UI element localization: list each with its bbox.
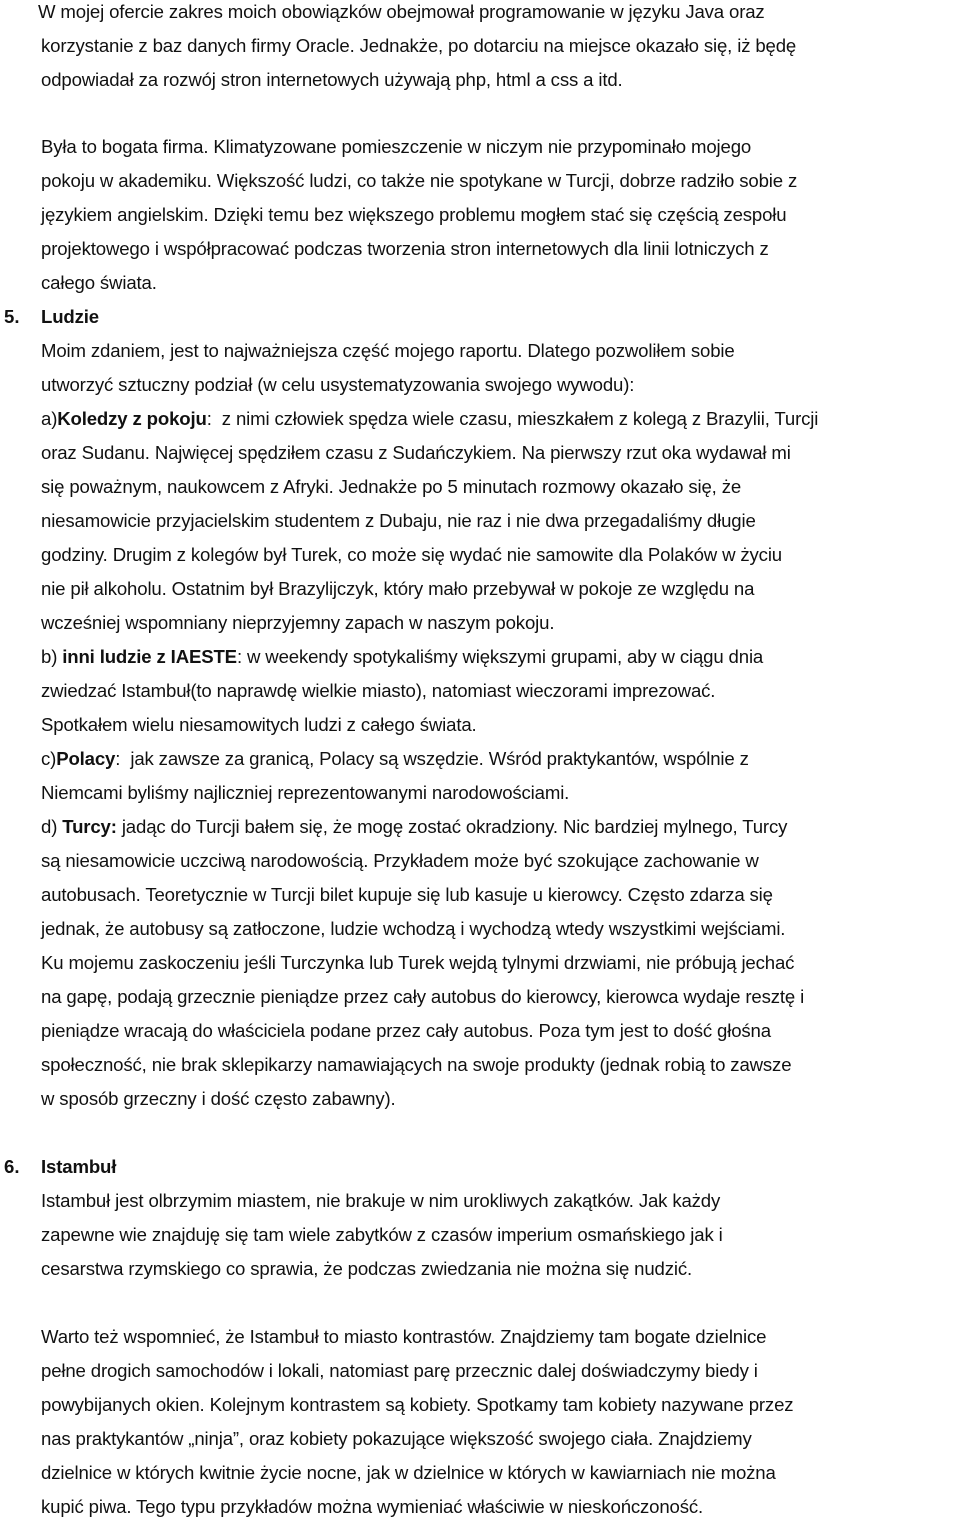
paragraph-line: w sposób grzeczny i dość często zabawny). xyxy=(41,1088,396,1109)
paragraph-line: pieniądze wracają do właściciela podane przez cały autobus. Poza tym jest to dość głośna xyxy=(41,1020,771,1041)
section-heading xyxy=(41,306,99,328)
list-term: Koledzy z pokoju xyxy=(57,408,207,429)
list-marker: d) xyxy=(41,816,63,837)
paragraph-line: na gapę, podają grzecznie pieniądze przez cały autobus do kierowcy, kierowca wydaje resztę i xyxy=(41,986,805,1007)
paragraph-line: kupić piwa. Tego typu przykładów można wymieniać właściwie w nieskończoność. xyxy=(41,1496,704,1517)
paragraph-line: Moim zdaniem, jest to najważniejsza część mojego raportu. Dlatego pozwoliłem sobie xyxy=(41,340,735,361)
paragraph-line: nas praktykantów „ninja”, oraz kobiety pokazujące większość swojego ciała. Znajdziemy xyxy=(41,1428,752,1449)
paragraph-line: językiem angielskim. Dzięki temu bez większego problemu mogłem stać się częścią zespołu xyxy=(41,204,787,225)
paragraph-line: utworzyć sztuczny podział (w celu usystematyzowania swojego wywodu): xyxy=(41,374,635,395)
paragraph-line: jednak, że autobusy są zatłoczone, ludzie wchodzą i wychodzą wtedy wszystkimi wejściami. xyxy=(41,918,786,939)
list-term: Turcy: xyxy=(62,816,117,837)
paragraph-line: całego świata. xyxy=(41,272,157,293)
list-item-heading xyxy=(41,748,749,770)
list-colon: : xyxy=(206,408,212,429)
section-title: Ludzie xyxy=(41,306,99,327)
list-term: inni ludzie z IAESTE xyxy=(62,646,237,667)
paragraph-line: niesamowicie przyjacielskim studentem z Dubaju, nie raz i nie dwa przegadaliśmy długie xyxy=(41,510,756,531)
paragraph-line: autobusach. Teoretycznie w Turcji bilet kupuje się lub kasuje u kierowcy. Często zdarza się xyxy=(41,884,773,905)
list-colon: : xyxy=(236,646,242,667)
section-title: Istambuł xyxy=(41,1156,117,1177)
paragraph-line: Warto też wspomnieć, że Istambuł to miasto kontrastów. Znajdziemy tam bogate dzielnice xyxy=(41,1326,767,1347)
paragraph-line: pokoju w akademiku. Większość ludzi, co także nie spotykane w Turcji, dobrze radziło sobie z xyxy=(41,170,798,191)
list-text: jak zawsze za granicą, Polacy są wszędzie. Wśród praktykantów, wspólnie z xyxy=(130,748,749,769)
list-marker: c) xyxy=(41,748,57,769)
list-item-heading xyxy=(41,646,763,668)
paragraph-line: Była to bogata firma. Klimatyzowane pomieszczenie w niczym nie przypominało mojego xyxy=(41,136,752,157)
paragraph-line: Niemcami byliśmy najliczniej reprezentowanymi narodowościami. xyxy=(41,782,570,803)
paragraph-line: powybijanych okien. Kolejnym kontrastem są kobiety. Spotkamy tam kobiety nazywane przez xyxy=(41,1394,794,1415)
list-term: Polacy xyxy=(56,748,116,769)
paragraph-line: zwiedzać Istambuł(to naprawdę wielkie miasto), natomiast wieczorami imprezować. xyxy=(41,680,716,701)
paragraph-line: W mojej ofercie zakres moich obowiązków obejmował programowanie w języku Java oraz xyxy=(38,1,765,22)
section-number: 6. xyxy=(4,1156,20,1177)
paragraph-line: Spotkałem wielu niesamowitych ludzi z całego świata. xyxy=(41,714,477,735)
paragraph-line: oraz Sudanu. Najwięcej spędziłem czasu z Sudańczykiem. Na pierwszy rzut oka wydawał mi xyxy=(41,442,791,463)
paragraph-line: się poważnym, naukowcem z Afryki. Jednakże po 5 minutach rozmowy okazało się, że xyxy=(41,476,742,497)
list-text: z nimi człowiek spędza wiele czasu, mieszkałem z kolegą z Brazylii, Turcji xyxy=(221,408,819,429)
list-marker: a) xyxy=(41,408,58,429)
paragraph-line: są niesamowicie uczciwą narodowością. Przykładem może być szokujące zachowanie w xyxy=(41,850,759,871)
paragraph-line: cesarstwa rzymskiego co sprawia, że podczas zwiedzania nie można się nudzić. xyxy=(41,1258,693,1279)
list-text: jadąc do Turcji bałem się, że mogę zostać okradziony. Nic bardziej mylnego, Turcy xyxy=(121,816,788,837)
paragraph-line: projektowego i współpracować podczas tworzenia stron internetowych dla linii lotniczych z xyxy=(41,238,769,259)
paragraph-line: wcześniej wspomniany nieprzyjemny zapach w naszym pokoju. xyxy=(41,612,555,633)
list-item-heading xyxy=(41,816,787,838)
paragraph-line: Istambuł jest olbrzymim miastem, nie brakuje w nim urokliwych zakątków. Jak każdy xyxy=(41,1190,721,1211)
list-colon: : xyxy=(115,748,121,769)
paragraph-line: zapewne wie znajduję się tam wiele zabytków z czasów imperium osmańskiego jak i xyxy=(41,1224,723,1245)
paragraph-line: korzystanie z baz danych firmy Oracle. Jednakże, po dotarciu na miejsce okazało się, iż będę xyxy=(41,35,797,56)
paragraph-line: nie pił alkoholu. Ostatnim był Brazylijczyk, który mało przebywał w pokoje ze względu na xyxy=(41,578,755,599)
section-heading xyxy=(41,1156,116,1178)
paragraph-line: pełne drogich samochodów i lokali, natomiast parę przecznic dalej doświadczymy biedy i xyxy=(41,1360,758,1381)
paragraph-line: odpowiadał za rozwój stron internetowych używają php, html a css a itd. xyxy=(41,69,623,90)
paragraph-line: społeczność, nie brak sklepikarzy namawiających na swoje produkty (jednak robią to zawsze xyxy=(41,1054,792,1075)
paragraph-line: dzielnice w których kwitnie życie nocne, jak w dzielnice w których w kawiarniach nie można xyxy=(41,1462,776,1483)
list-marker: b) xyxy=(41,646,63,667)
paragraph-line: godziny. Drugim z kolegów był Turek, co może się wydać nie samowite dla Polaków w życiu xyxy=(41,544,782,565)
list-item-heading xyxy=(41,408,818,430)
list-text: w weekendy spotykaliśmy większymi grupami, aby w ciągu dnia xyxy=(247,646,764,667)
paragraph-line: Ku mojemu zaskoczeniu jeśli Turczynka lub Turek wejdą tylnymi drzwiami, nie próbują jechać xyxy=(41,952,795,973)
section-number: 5. xyxy=(4,306,20,327)
